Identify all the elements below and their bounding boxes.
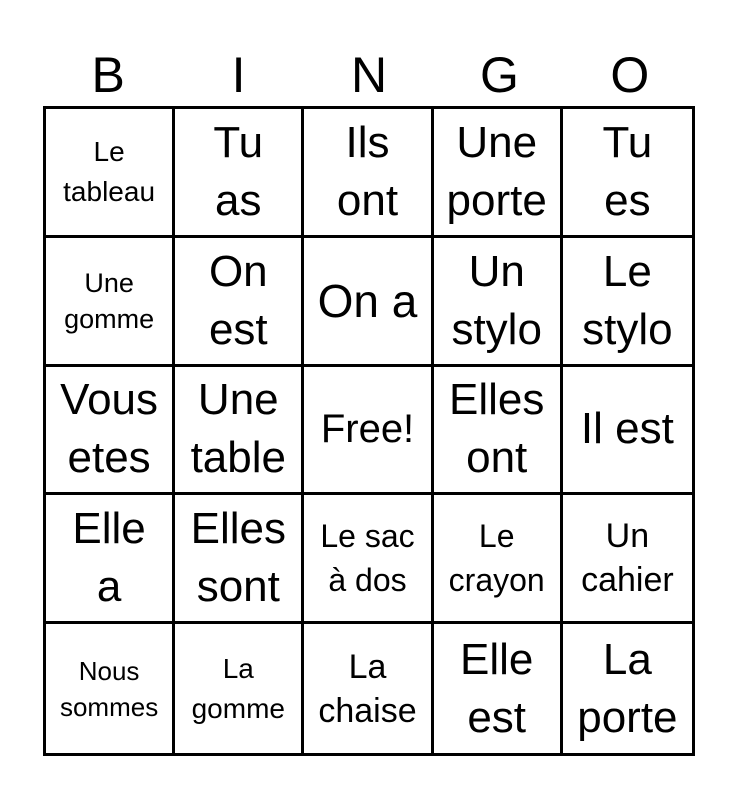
cell-text: Le tableau	[63, 135, 156, 207]
bingo-cell[interactable]	[175, 367, 304, 496]
cell-text: Free!	[320, 407, 415, 452]
bingo-cell[interactable]	[46, 624, 175, 753]
cell-text: Elles sont	[190, 504, 286, 612]
cell-text: Tu es	[602, 117, 653, 225]
bingo-cell[interactable]	[563, 367, 692, 496]
bingo-cell[interactable]	[175, 495, 304, 624]
bingo-cell[interactable]	[175, 109, 304, 238]
bingo-cell[interactable]	[175, 624, 304, 753]
bingo-cell[interactable]	[434, 238, 563, 367]
header-letter-i: I	[231, 47, 246, 103]
cell-text: Le crayon	[448, 518, 545, 599]
bingo-cell[interactable]	[563, 495, 692, 624]
cell-text: On est	[208, 246, 268, 354]
bingo-cell[interactable]	[563, 238, 692, 367]
bingo-grid	[43, 106, 695, 756]
bingo-cell[interactable]	[46, 238, 175, 367]
bingo-cell[interactable]	[563, 109, 692, 238]
bingo-cell[interactable]	[563, 624, 692, 753]
bingo-cell[interactable]	[434, 624, 563, 753]
bingo-header	[43, 44, 695, 106]
cell-text: Elle est	[460, 634, 534, 742]
cell-text: La gomme	[191, 652, 285, 724]
cell-text: Le stylo	[582, 246, 673, 354]
cell-text: La chaise	[318, 647, 417, 730]
cell-text: Nous sommes	[59, 655, 159, 722]
cell-text: On a	[317, 274, 418, 327]
bingo-cell[interactable]	[304, 238, 433, 367]
header-letter-o: O	[610, 47, 650, 103]
bingo-cell[interactable]	[46, 367, 175, 496]
cell-text: Un stylo	[451, 246, 542, 354]
bingo-cell free-space[interactable]	[304, 367, 433, 496]
header-letter-g: G	[479, 47, 519, 103]
cell-text: Ils ont	[336, 117, 399, 225]
cell-text: Elle a	[72, 504, 146, 612]
header-letter-n: N	[350, 47, 388, 103]
cell-text: Elles ont	[449, 375, 545, 483]
bingo-cell[interactable]	[304, 495, 433, 624]
bingo-cell[interactable]	[434, 495, 563, 624]
bingo-cell[interactable]	[304, 109, 433, 238]
bingo-cell[interactable]	[46, 109, 175, 238]
cell-text: Une gomme	[64, 267, 155, 334]
cell-text: Un cahier	[581, 517, 674, 600]
cell-text: Tu as	[213, 117, 264, 225]
bingo-cell[interactable]	[434, 109, 563, 238]
header-letter-b: B	[91, 47, 125, 103]
bingo-cell[interactable]	[434, 367, 563, 496]
cell-text: Une porte	[446, 117, 547, 225]
cell-text: Il est	[580, 404, 674, 454]
cell-text: Vous etes	[60, 375, 159, 483]
bingo-cell[interactable]	[175, 238, 304, 367]
cell-text: Le sac à dos	[320, 518, 415, 599]
cell-text: La porte	[577, 634, 678, 742]
cell-text: Une table	[190, 375, 286, 483]
bingo-cell[interactable]	[304, 624, 433, 753]
bingo-cell[interactable]	[46, 495, 175, 624]
